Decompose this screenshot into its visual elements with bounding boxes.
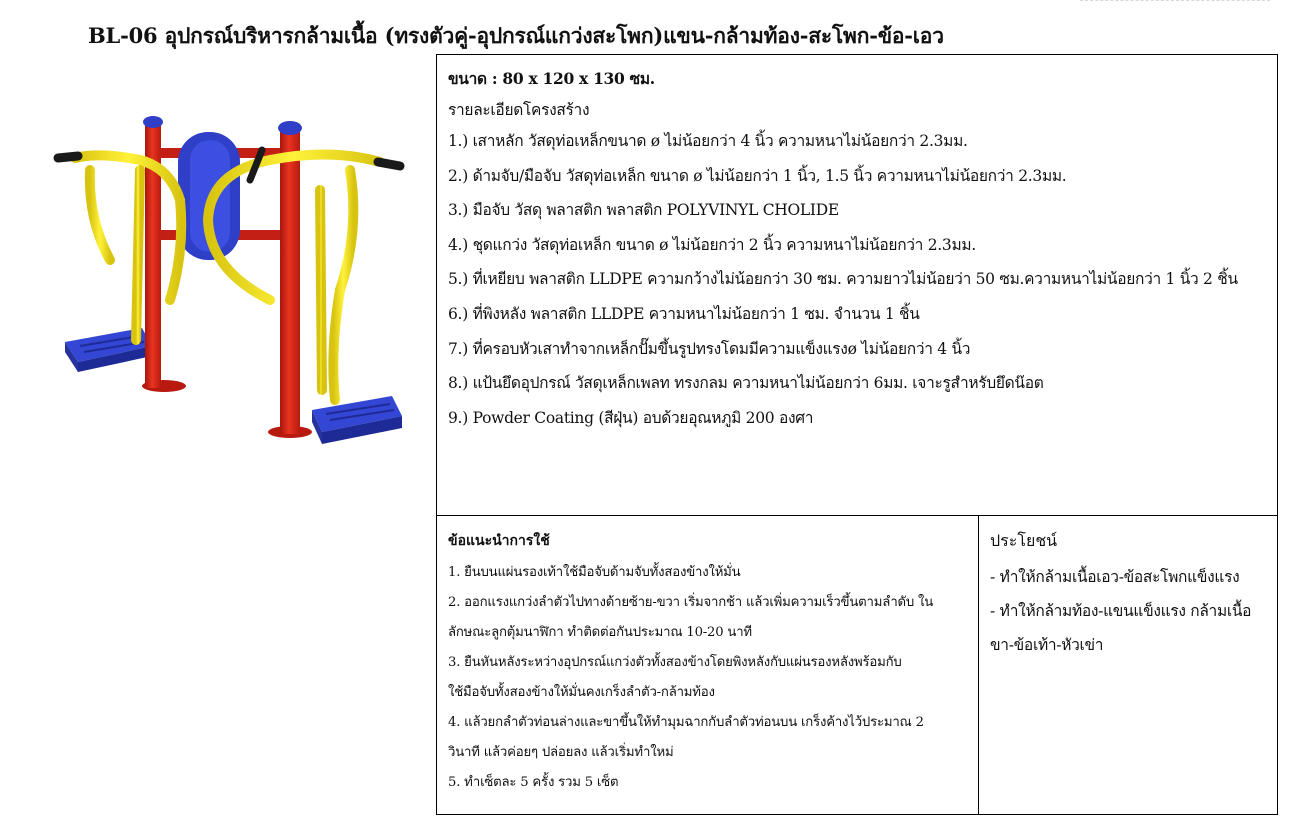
spec-item-1: 1.) เสาหลัก วัสดุท่อเหล็กขนาด ø ไม่น้อยกว่า 4 นิ้ว ความหนาไม่น้อยกว่า 2.3มม. [448, 132, 968, 150]
left-swing-arm [75, 155, 181, 340]
exercise-machine-illustration [50, 110, 410, 450]
specification-box [436, 54, 1278, 516]
spec-item-6: 6.) ที่พิงหลัง พลาสติก LLDPE ความหนาไม่น้อยกว่า 1 ซม. จำนวน 1 ชิ้น [448, 304, 920, 323]
page-title: BL-06 อุปกรณ์บริหารกล้ามเนื้อ (ทรงตัวคู่-อุปกรณ์แกว่งสะโพก)แขน-กล้ามท้อง-สะโพก-ข้อ-เอว [88, 23, 944, 48]
benefits-box [978, 515, 1278, 815]
usage-line: ใช้มือจับทั้งสองข้างให้มั่นคงเกร็งลำตัว-กล้ามท้อง [448, 685, 715, 700]
usage-line: 5. ทำเซ็ตละ 5 ครั้ง รวม 5 เซ็ต [448, 775, 619, 790]
usage-line: 3. ยืนหันหลังระหว่างอุปกรณ์แกว่งตัวทั้งสองข้างโดยพิงหลังกับแผ่นรองหลังพร้อมกับ [448, 655, 902, 670]
usage-line: 1. ยืนบนแผ่นรองเท้าใช้มือจับด้ามจับทั้งสองข้างให้มั่น [448, 565, 741, 580]
usage-line: ลักษณะลูกตุ้มนาฬิกา ทำติดต่อกันประมาณ 10-20 นาที [448, 625, 752, 640]
structure-heading: รายละเอียดโครงสร้าง [448, 101, 590, 119]
usage-heading: ข้อแนะนำการใช้ [448, 533, 550, 549]
spec-item-5: 5.) ที่เหยียบ พลาสติก LLDPE ความกว้างไม่น้อยกว่า 30 ซม. ความยาวไม่น้อยว่า 50 ซม.ความหนาไม่น้อยกว่า 1 นิ้ว 2 ชิ้น [448, 270, 1238, 289]
size-text: ขนาด : 80 x 120 x 130 ซม. [448, 69, 655, 88]
spec-item-7: 7.) ที่ครอบหัวเสาทำจากเหล็กปั๊มขึ้นรูปทรงโดมมีความแข็งแรงø ไม่น้อยกว่า 4 นิ้ว [448, 339, 971, 358]
usage-line: 4. แล้วยกลำตัวท่อนล่างและขาขึ้นให้ทำมุมฉากกับลำตัวท่อนบน เกร็งค้างไว้ประมาณ 2 [448, 715, 924, 730]
benefit-line: - ทำให้กล้ามท้อง-แขนแข็งแรง กล้ามเนื้อขา-ข้อเท้า-หัวเข่า [990, 602, 1252, 654]
spec-item-2: 2.) ด้ามจับ/มือจับ วัสดุท่อเหล็ก ขนาด ø ไม่น้อยกว่า 1 นิ้ว, 1.5 นิ้ว ความหนาไม่น้อยกว่า 2.3มม. [448, 166, 1067, 185]
benefit-line: - ทำให้กล้ามเนื้อเอว-ข้อสะโพกแข็งแรง [990, 568, 1240, 586]
right-grip [378, 162, 400, 166]
spec-item-4: 4.) ชุดแกว่ง วัสดุท่อเหล็ก ขนาด ø ไม่น้อยกว่า 2 นิ้ว ความหนาไม่น้อยกว่า 2.3มม. [448, 235, 976, 254]
usage-line: วินาที แล้วค่อยๆ ปล่อยลง แล้วเริ่มทำใหม่ [448, 745, 674, 760]
spec-item-9: 9.) Powder Coating (สีฝุ่น) อบด้วยอุณหภูมิ 200 องศา [448, 408, 814, 427]
spec-item-8: 8.) แป้นยึดอุปกรณ์ วัสดุเหล็กเพลท ทรงกลม ความหนาไม่น้อยกว่า 6มม. เจาะรูสำหรับยึดน๊อต [448, 374, 1044, 393]
benefits-heading: ประโยชน์ [990, 531, 1058, 550]
usage-line: 2. ออกแรงแกว่งลำตัวไปทางด้ายซ้าย-ขวา เริ่มจากช้า แล้วเพิ่มความเร็วขึ้นตามลำดับ ใน [448, 595, 934, 610]
right-post [268, 121, 312, 438]
right-footplate [312, 396, 402, 444]
spec-item-3: 3.) มือจับ วัสดุ พลาสติก พลาสติก POLYVINYL CHOLIDE [448, 201, 839, 220]
left-grip [58, 156, 78, 158]
usage-instructions-box [436, 515, 979, 815]
top-dashed-rule [1080, 0, 1270, 1]
